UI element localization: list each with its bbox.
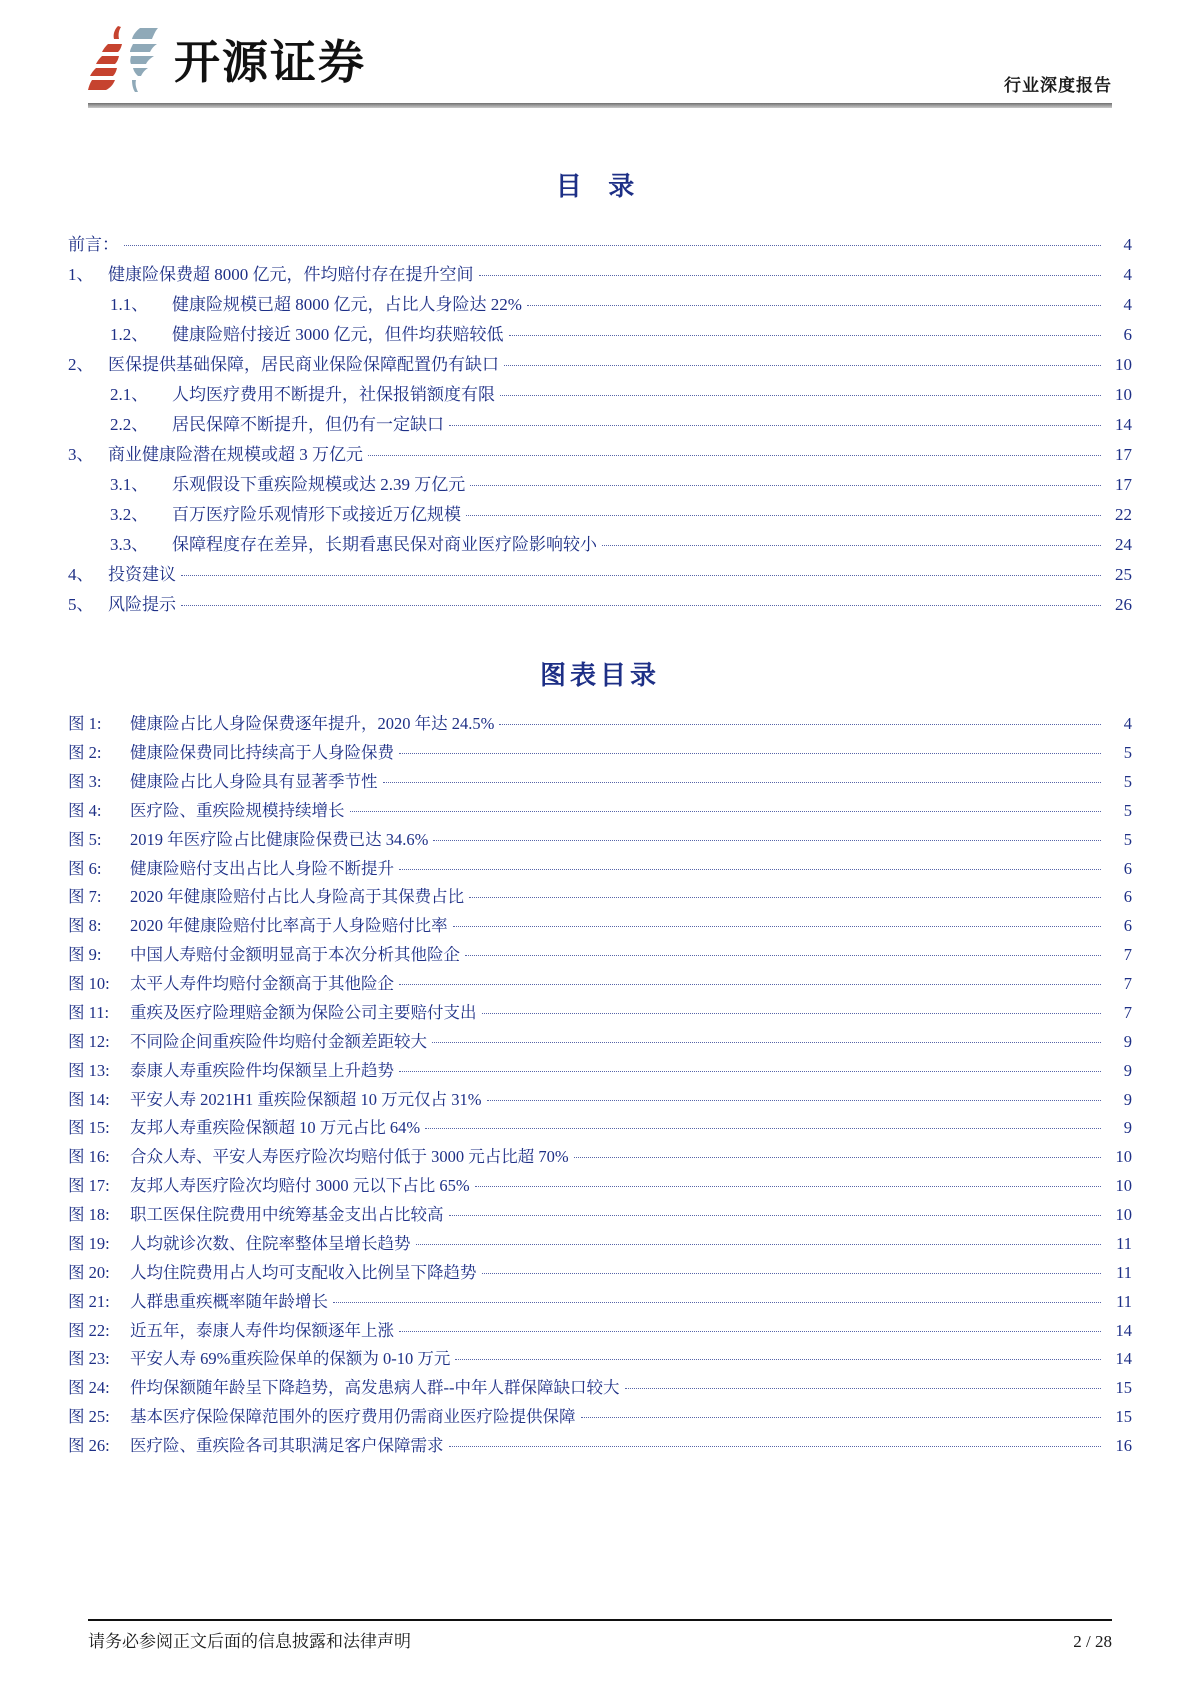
figure-entry-label: 基本医疗保险保障范围外的医疗费用仍需商业医疗险提供保障: [130, 1407, 576, 1427]
toc-entry-label: 前言：: [68, 234, 119, 254]
toc-entry-label: 健康险保费超 8000 亿元，件均赔付存在提升空间: [108, 264, 474, 284]
toc-entry-label: 百万医疗险乐观情形下或接近万亿规模: [172, 504, 461, 524]
toc-leader-dots: [500, 395, 1101, 396]
figure-entry[interactable]: [68, 999, 1132, 1028]
toc-entry[interactable]: [68, 469, 1132, 499]
toc-leader-dots: [181, 575, 1101, 576]
figure-entry[interactable]: [68, 941, 1132, 970]
figure-entry-page: 9: [1123, 1031, 1132, 1051]
toc-entry-number: 5、: [68, 594, 94, 614]
kaiyuan-securities-logo-icon: [88, 22, 160, 96]
figure-entry-number: 图 17:: [68, 1176, 110, 1196]
figure-leader-dots: [433, 840, 1101, 841]
figure-leader-dots: [482, 1013, 1102, 1014]
figure-leader-dots: [475, 1186, 1101, 1187]
figure-entry-page: 5: [1123, 800, 1132, 820]
figure-entry-page: 14: [1115, 1320, 1132, 1340]
figure-entry-page: 11: [1116, 1233, 1132, 1253]
figure-entry-number: 图 16:: [68, 1147, 110, 1167]
toc-leader-dots: [509, 335, 1102, 336]
toc-entry-label: 健康险赔付接近 3000 亿元，但件均获赔较低: [172, 324, 504, 344]
figure-leader-dots: [425, 1128, 1101, 1129]
figure-entry[interactable]: [68, 854, 1132, 883]
toc-entry-page: 25: [1115, 564, 1132, 584]
figure-entry-number: 图 3:: [68, 771, 102, 791]
toc-entry-number: 4、: [68, 564, 94, 584]
toc-entry-page: 17: [1115, 444, 1132, 464]
figure-entry-number: 图 9:: [68, 945, 102, 965]
figure-entry-label: 健康险保费同比持续高于人身险保费: [130, 743, 394, 763]
figure-entry-number: 图 7:: [68, 887, 102, 907]
figure-entry-label: 友邦人寿医疗险次均赔付 3000 元以下占比 65%: [130, 1176, 470, 1196]
figure-entry-page: 7: [1123, 974, 1132, 994]
figure-entry-page: 9: [1123, 1060, 1132, 1080]
toc-leader-dots: [527, 305, 1101, 306]
toc-entry-number: 2、: [68, 354, 94, 374]
figure-leader-dots: [581, 1417, 1102, 1418]
toc-entry-page: 4: [1123, 264, 1132, 284]
figure-entry-number: 图 22:: [68, 1320, 110, 1340]
toc-entry[interactable]: [68, 499, 1132, 529]
figure-entry-label: 2019 年医疗险占比健康险保费已达 34.6%: [130, 829, 429, 849]
figure-leader-dots: [399, 753, 1101, 754]
figure-entry-number: 图 5:: [68, 829, 102, 849]
figure-entry[interactable]: [68, 1143, 1132, 1172]
toc-entry-number: 2.2、: [110, 414, 149, 434]
toc-entry-page: 24: [1115, 534, 1132, 554]
figure-entry-page: 9: [1123, 1118, 1132, 1138]
figure-entry-number: 图 11:: [68, 1002, 110, 1022]
header-divider: [88, 103, 1112, 108]
toc-entry-page: 17: [1115, 474, 1132, 494]
toc-entry-number: 1.2、: [110, 324, 149, 344]
figure-leader-dots: [399, 1071, 1101, 1072]
toc-heading: 目 录: [555, 172, 645, 201]
footer-disclaimer: 请务必参阅正文后面的信息披露和法律声明: [88, 1632, 411, 1651]
figure-leader-dots: [399, 984, 1101, 985]
toc-entry-page: 10: [1115, 384, 1132, 404]
brand-logo: [88, 22, 366, 96]
toc-list: [68, 229, 1132, 619]
figure-entry[interactable]: [68, 1057, 1132, 1086]
figure-leader-dots: [469, 897, 1101, 898]
figure-leader-dots: [449, 1215, 1102, 1216]
figure-entry[interactable]: [68, 1403, 1132, 1432]
toc-entry-number: 1.1、: [110, 294, 149, 314]
figure-entry-page: 5: [1123, 829, 1132, 849]
brand-name: 开源证券: [174, 36, 366, 88]
report-type-label: 行业深度报告: [1004, 76, 1112, 95]
figure-entry[interactable]: [68, 1028, 1132, 1057]
toc-leader-dots: [124, 245, 1101, 246]
figure-entry-label: 医疗险、重疾险各司其职满足客户保障需求: [130, 1436, 444, 1456]
toc-entry[interactable]: [68, 349, 1132, 379]
figure-entry-label: 人均就诊次数、住院率整体呈增长趋势: [130, 1233, 411, 1253]
figure-leader-dots: [383, 782, 1102, 783]
figure-entry-label: 合众人寿、平安人寿医疗险次均赔付低于 3000 元占比超 70%: [130, 1147, 569, 1167]
figure-entry[interactable]: [68, 1345, 1132, 1374]
toc-entry-page: 6: [1123, 324, 1132, 344]
toc-entry-label: 医保提供基础保障，居民商业保险保障配置仍有缺口: [108, 354, 499, 374]
toc-entry-number: 3、: [68, 444, 94, 464]
toc-leader-dots: [602, 545, 1101, 546]
toc-entry-number: 1、: [68, 264, 94, 284]
figure-list-heading: 图表目录: [539, 661, 660, 690]
toc-entry-label: 人均医疗费用不断提升，社保报销额度有限: [172, 384, 495, 404]
figure-leader-dots: [574, 1157, 1101, 1158]
toc-leader-dots: [449, 425, 1101, 426]
toc-entry-number: 3.1、: [110, 474, 149, 494]
figure-entry-page: 11: [1116, 1291, 1132, 1311]
figure-entry[interactable]: [68, 1374, 1132, 1403]
figure-entry-number: 图 12:: [68, 1031, 110, 1051]
figure-entry-number: 图 21:: [68, 1291, 110, 1311]
toc-entry[interactable]: [68, 589, 1132, 619]
figure-leader-dots: [455, 1359, 1101, 1360]
figure-entry-number: 图 6:: [68, 858, 102, 878]
figure-entry-page: 6: [1123, 916, 1132, 936]
toc-leader-dots: [504, 365, 1101, 366]
figure-entry-page: 16: [1115, 1436, 1132, 1456]
toc-entry-label: 商业健康险潜在规模或超 3 万亿元: [108, 444, 363, 464]
figure-entry[interactable]: [68, 1201, 1132, 1230]
figure-entry-page: 9: [1123, 1089, 1132, 1109]
figure-entry-number: 图 25:: [68, 1407, 110, 1427]
figure-entry-number: 图 19:: [68, 1233, 110, 1253]
figure-entry[interactable]: [68, 710, 1132, 739]
figure-entry[interactable]: [68, 739, 1132, 768]
figure-entry-page: 6: [1123, 858, 1132, 878]
figure-entry-label: 近五年，泰康人寿件均保额逐年上涨: [130, 1320, 394, 1340]
figure-entry[interactable]: [68, 1172, 1132, 1201]
figure-leader-dots: [399, 1331, 1101, 1332]
figure-entry-page: 11: [1116, 1262, 1132, 1282]
spacer: [68, 619, 1132, 649]
toc-entry-label: 投资建议: [108, 564, 176, 584]
figure-entry-number: 图 24:: [68, 1378, 110, 1398]
figure-entry[interactable]: [68, 1432, 1132, 1461]
toc-entry[interactable]: [68, 529, 1132, 559]
figure-entry-label: 人群患重疾概率随年龄增长: [130, 1291, 328, 1311]
toc-entry-page: 22: [1115, 504, 1132, 524]
figure-entry-page: 10: [1115, 1147, 1132, 1167]
toc-entry[interactable]: [68, 439, 1132, 469]
figure-entry-number: 图 8:: [68, 916, 102, 936]
figure-entry-label: 重疾及医疗险理赔金额为保险公司主要赔付支出: [130, 1002, 477, 1022]
toc-entry-label: 风险提示: [108, 594, 176, 614]
figure-entry[interactable]: [68, 1288, 1132, 1317]
figure-leader-dots: [487, 1100, 1101, 1101]
figure-entry-label: 健康险占比人身险具有显著季节性: [130, 771, 378, 791]
figure-entry-label: 太平人寿件均赔付金额高于其他险企: [130, 974, 394, 994]
figure-entry-label: 健康险赔付支出占比人身险不断提升: [130, 858, 394, 878]
figure-entry-label: 平安人寿 2021H1 重疾险保额超 10 万元仅占 31%: [130, 1089, 482, 1109]
figure-entry-number: 图 20:: [68, 1262, 110, 1282]
figure-leader-dots: [625, 1388, 1102, 1389]
toc-leader-dots: [470, 485, 1101, 486]
figure-entry-label: 人均住院费用占人均可支配收入比例呈下降趋势: [130, 1262, 477, 1282]
footer-divider: [88, 1619, 1112, 1621]
figure-entry-number: 图 10:: [68, 974, 110, 994]
figure-entry[interactable]: [68, 970, 1132, 999]
figure-entry-label: 友邦人寿重疾险保额超 10 万元占比 64%: [130, 1118, 421, 1138]
footer-page-number: 2 / 28: [1073, 1632, 1112, 1651]
figure-entry-label: 不同险企间重疾险件均赔付金额差距较大: [130, 1031, 427, 1051]
toc-entry-label: 乐观假设下重疾险规模或达 2.39 万亿元: [172, 474, 466, 494]
toc-entry-number: 3.3、: [110, 534, 149, 554]
figure-leader-dots: [449, 1446, 1102, 1447]
toc-entry-number: 2.1、: [110, 384, 149, 404]
figure-entry-number: 图 14:: [68, 1089, 110, 1109]
figure-entry-label: 医疗险、重疾险规模持续增长: [130, 800, 345, 820]
figure-entry-page: 7: [1123, 1002, 1132, 1022]
figure-entry-page: 7: [1123, 945, 1132, 965]
figure-entry[interactable]: [68, 1230, 1132, 1259]
figure-entry-number: 图 26:: [68, 1436, 110, 1456]
figure-leader-dots: [350, 811, 1102, 812]
toc-entry-number: 3.2、: [110, 504, 149, 524]
toc-leader-dots: [368, 455, 1101, 456]
toc-entry-page: 10: [1115, 354, 1132, 374]
figure-entry[interactable]: [68, 1114, 1132, 1143]
page-footer: [88, 1619, 1112, 1652]
figure-leader-dots: [333, 1302, 1101, 1303]
toc-entry[interactable]: [68, 289, 1132, 319]
toc-entry[interactable]: [68, 229, 1132, 259]
toc-entry-page: 4: [1123, 294, 1132, 314]
figure-entry-label: 2020 年健康险赔付比率高于人身险赔付比率: [130, 916, 448, 936]
figure-entry[interactable]: [68, 883, 1132, 912]
toc-leader-dots: [181, 605, 1101, 606]
figure-entry[interactable]: [68, 1259, 1132, 1288]
toc-entry-label: 保障程度存在差异，长期看惠民保对商业医疗险影响较小: [172, 534, 597, 554]
figure-entry-label: 中国人寿赔付金额明显高于本次分析其他险企: [130, 945, 460, 965]
figure-entry-page: 10: [1115, 1205, 1132, 1225]
figure-entry-number: 图 15:: [68, 1118, 110, 1138]
figure-leader-dots: [482, 1273, 1102, 1274]
toc-entry[interactable]: [68, 319, 1132, 349]
page-header: [68, 0, 1132, 112]
figure-entry-page: 5: [1123, 771, 1132, 791]
figure-entry-page: 4: [1123, 714, 1132, 734]
figure-entry-label: 泰康人寿重疾险件均保额呈上升趋势: [130, 1060, 394, 1080]
figure-entry-label: 平安人寿 69%重疾险保单的保额为 0-10 万元: [130, 1349, 451, 1369]
figure-entry-page: 5: [1123, 743, 1132, 763]
figure-leader-dots: [465, 955, 1101, 956]
figure-list: [68, 710, 1132, 1461]
figure-entry-page: 10: [1115, 1176, 1132, 1196]
figure-entry-page: 15: [1115, 1407, 1132, 1427]
figure-entry[interactable]: [68, 826, 1132, 855]
figure-entry-label: 件均保额随年龄呈下降趋势，高发患病人群--中年人群保障缺口较大: [130, 1378, 620, 1398]
figure-entry-number: 图 23:: [68, 1349, 110, 1369]
figure-leader-dots: [416, 1244, 1102, 1245]
figure-entry-page: 14: [1115, 1349, 1132, 1369]
figure-entry-page: 15: [1115, 1378, 1132, 1398]
toc-leader-dots: [479, 275, 1102, 276]
toc-entry[interactable]: [68, 259, 1132, 289]
toc-entry-label: 健康险规模已超 8000 亿元，占比人身险达 22%: [172, 294, 522, 314]
figure-leader-dots: [499, 724, 1101, 725]
figure-entry[interactable]: [68, 1085, 1132, 1114]
figure-entry-label: 职工医保住院费用中统筹基金支出占比较高: [130, 1205, 444, 1225]
toc-entry-page: 4: [1123, 234, 1132, 254]
figure-leader-dots: [453, 926, 1101, 927]
figure-entry-number: 图 2:: [68, 743, 102, 763]
figure-entry[interactable]: [68, 1316, 1132, 1345]
toc-leader-dots: [466, 515, 1101, 516]
figure-entry[interactable]: [68, 768, 1132, 797]
figure-leader-dots: [432, 1042, 1101, 1043]
figure-entry-number: 图 4:: [68, 800, 102, 820]
figure-leader-dots: [399, 869, 1101, 870]
toc-entry-page: 26: [1115, 594, 1132, 614]
figure-entry-label: 2020 年健康险赔付占比人身险高于其保费占比: [130, 887, 465, 907]
figure-entry-number: 图 1:: [68, 714, 102, 734]
toc-entry[interactable]: [68, 559, 1132, 589]
figure-entry-number: 图 13:: [68, 1060, 110, 1080]
figure-entry-page: 6: [1123, 887, 1132, 907]
toc-entry-label: 居民保障不断提升，但仍有一定缺口: [172, 414, 444, 434]
figure-entry-label: 健康险占比人身险保费逐年提升，2020 年达 24.5%: [130, 714, 495, 734]
figure-entry-number: 图 18:: [68, 1205, 110, 1225]
toc-entry-page: 14: [1115, 414, 1132, 434]
figure-entry[interactable]: [68, 912, 1132, 941]
toc-entry[interactable]: [68, 409, 1132, 439]
figure-entry[interactable]: [68, 797, 1132, 826]
toc-entry[interactable]: [68, 379, 1132, 409]
